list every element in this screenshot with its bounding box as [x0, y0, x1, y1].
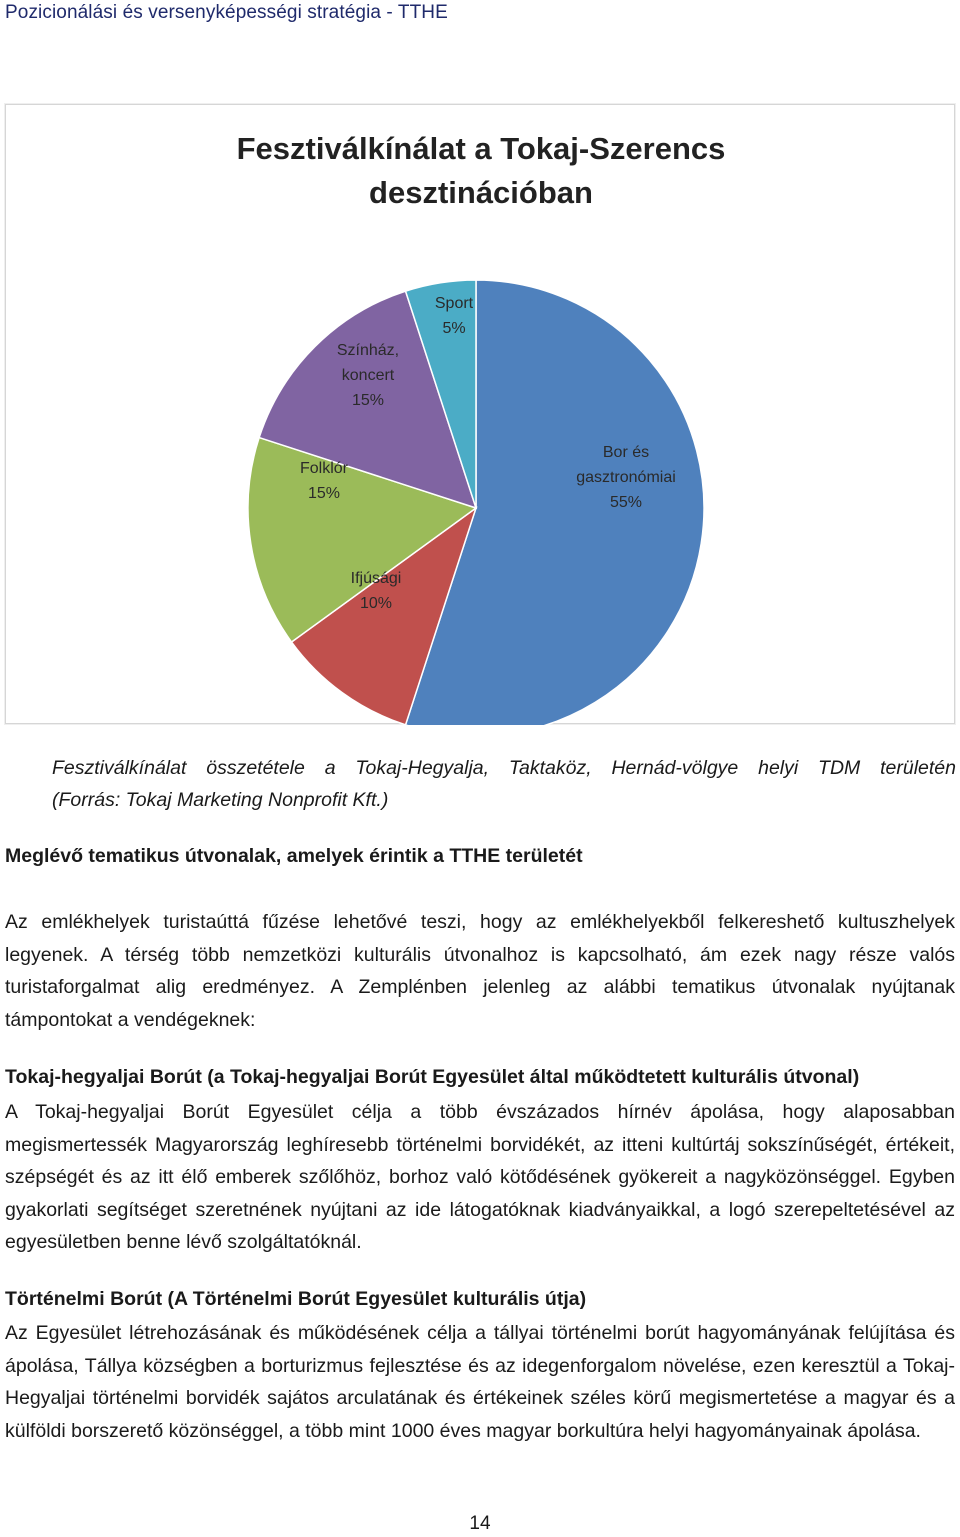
pie-slice-label-0: Bor és gasztronómiai 55% — [576, 444, 676, 511]
figure-caption-line-1: Fesztiválkínálat összetétele a Tokaj-Hegyalja, Taktaköz, Hernád-völgye helyi TDM területén — [52, 757, 956, 779]
section-heading-tokaj-borut: Tokaj-hegyaljai Borút (a Tokaj-hegyaljai Borút Egyesület által működtetett kulturális útvonal) — [5, 1066, 860, 1088]
pie-chart — [6, 105, 956, 725]
paragraph-tokaj-borut: A Tokaj-hegyaljai Borút Egyesület célja a több évszázados hírnév ápolása, hogy alaposabban megismertessék Magyarország leghíresebb történelmi borvidékét, az itteni kultúrtáj sokszínűségét, értékeit, szépségét és az itt élő emberek szőlőhöz, borhoz való kötődésének gyökereit a nagyközönséggel. Egyben gyakorlati segítséget szeretnének nyújtani az ide látogatóknak kiadványaikkal, a logó szerepeltetésével az egyesületben benne lévő szolgáltatóknál. — [5, 1101, 955, 1254]
section-heading-tortenelmi-borut: Történelmi Borút (A Történelmi Borút Egyesület kulturális útja) — [5, 1288, 587, 1310]
page-number: 14 — [469, 1513, 491, 1534]
figure-caption — [52, 752, 956, 816]
page-header: Pozicionálási és versenyképességi stratégia - TTHE — [5, 2, 448, 23]
paragraph-tortenelmi-borut: Az Egyesület létrehozásának és működésének célja a tállyai történelmi borút hagyományának felújítása és ápolása, Tállya községben a borturizmus fejlesztése és az idegenforgalom növelése, ezen keresztül a Tokaj-Hegyaljai történelmi borvidék sajátos arculatának és értékeinek széles körű megismertetése a magyar és a külföldi borszerető közönséggel, a több mint 1000 éves magyar borkultúra helyi hagyományainak ápolása. — [5, 1322, 955, 1442]
pie-slice-label-4: Sport 5% — [434, 295, 474, 337]
figure-caption-line-2: (Forrás: Tokaj Marketing Nonprofit Kft.) — [52, 789, 389, 811]
chart-figure — [5, 104, 955, 724]
pie-slice-label-3: Színház, koncert 15% — [336, 342, 400, 409]
pie-slice-label-1: Ifjúsági 10% — [350, 570, 402, 612]
section-heading-thematic-routes: Meglévő tematikus útvonalak, amelyek érintik a TTHE területét — [5, 845, 583, 867]
paragraph-thematic-routes: Az emlékhelyek turistaúttá fűzése lehetővé teszi, hogy az emlékhelyekből felkereshető kultuszhelyek legyenek. A térség több nemzetközi kulturális útvonalhoz is kapcsolható, ám ezek nagy része valós turistaforgalmat alig eredményez. A Zemplénben jelenleg az alábbi tematikus útvonalak nyújtanak támpontokat a vendégeknek: — [5, 911, 955, 1031]
chart-title-line-1: Fesztiválkínálat a Tokaj-Szerencs — [236, 131, 726, 166]
chart-title-line-2: desztinációban — [369, 175, 593, 210]
pie-slice-label-2: Folklór 15% — [299, 460, 349, 502]
